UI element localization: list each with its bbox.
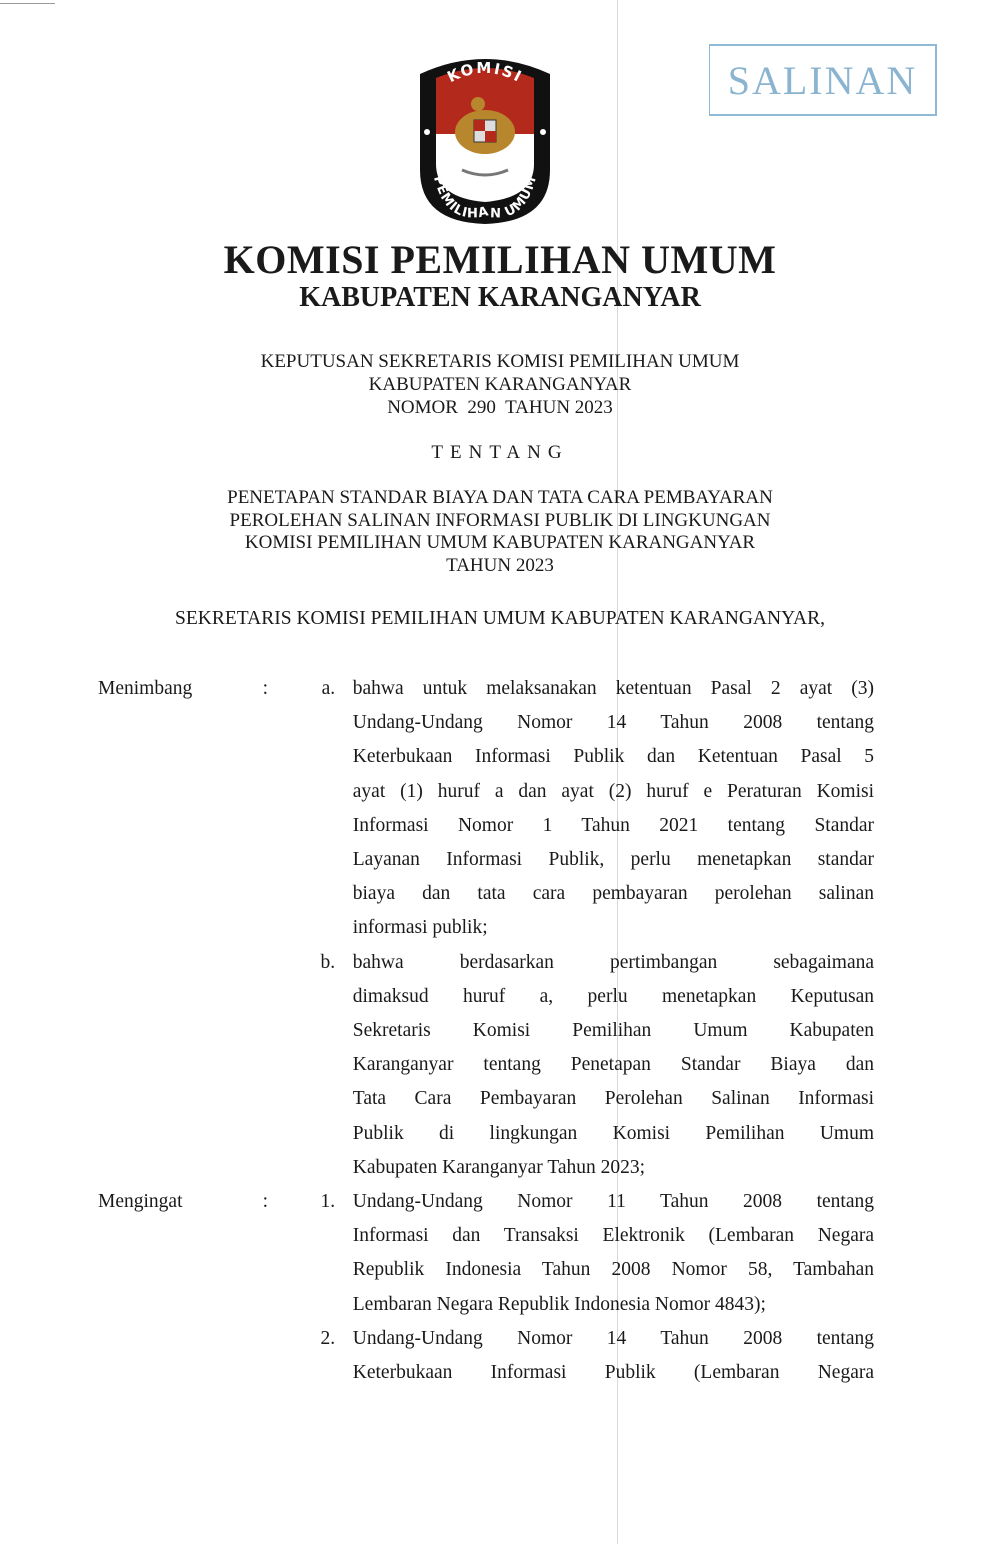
text-line: informasi publik;	[352, 917, 488, 939]
text-line: Undang-Undang Nomor 14 Tahun 2008 tentang	[352, 712, 875, 734]
text-line: Republik Indonesia Tahun 2008 Nomor 58, Tambahan	[352, 1259, 875, 1281]
text-line: Undang-Undang Nomor 14 Tahun 2008 tentang	[352, 1327, 875, 1349]
svg-text:PEMILIHAN UMUM: PEMILIHAN UMUM	[430, 174, 540, 222]
text-line: Layanan Informasi Publik, perlu menetapkan standar	[352, 849, 875, 871]
issuer-line: SEKRETARIS KOMISI PEMILIHAN UMUM KABUPATEN KARANGANYAR,	[175, 608, 825, 629]
scan-artifact-line	[0, 3, 55, 4]
text-line: biaya dan tata cara pembayaran perolehan salinan	[352, 883, 875, 905]
menimbang-section	[98, 672, 874, 1185]
text-line: Tata Cara Pembayaran Perolehan Salinan Informasi	[352, 1088, 875, 1110]
decree-heading	[0, 350, 1000, 419]
decree-heading-line: KEPUTUSAN SEKRETARIS KOMISI PEMILIHAN UMUM	[260, 351, 740, 372]
text-line: dimaksud huruf a, perlu menetapkan Keputusan	[352, 985, 875, 1007]
subject-line: PEROLEHAN SALINAN INFORMASI PUBLIK DI LINGKUNGAN	[229, 509, 771, 531]
text-line: Sekretaris Komisi Pemilihan Umum Kabupaten	[352, 1020, 875, 1042]
menimbang-item-b	[98, 946, 874, 1185]
text-line: bahwa berdasarkan pertimbangan sebagaimana	[352, 951, 875, 973]
item-marker: 2.	[320, 1327, 336, 1349]
mengingat-item-1	[98, 1185, 874, 1322]
mengingat-section	[98, 1185, 874, 1390]
item-marker: 1.	[320, 1191, 336, 1212]
subject-line: TAHUN 2023	[446, 554, 554, 576]
item-text	[353, 1322, 874, 1390]
text-line: Keterbukaan Informasi Publik (Lembaran Negara	[352, 1362, 875, 1384]
item-text	[353, 946, 874, 1185]
text-line: ayat (1) huruf a dan ayat (2) huruf e Peraturan Komisi	[352, 780, 875, 802]
item-marker: a.	[321, 678, 336, 699]
section-colon: :	[262, 678, 269, 699]
decree-heading-line: KABUPATEN KARANGANYAR	[368, 374, 632, 395]
institution-title: KOMISI PEMILIHAN UMUM	[223, 237, 777, 282]
mengingat-item-2	[98, 1322, 874, 1390]
subject-line: KOMISI PEMILIHAN UMUM KABUPATEN KARANGANYAR	[244, 532, 756, 553]
institution-region: KABUPATEN KARANGANYAR	[299, 282, 701, 313]
stamp-label: SALINAN	[727, 57, 918, 103]
text-line: Informasi Nomor 1 Tahun 2021 tentang Standar	[352, 814, 875, 836]
section-label: Mengingat	[98, 1191, 183, 1212]
section-label: Menimbang	[98, 678, 193, 699]
section-colon: :	[262, 1191, 269, 1212]
text-line: Kabupaten Karanganyar Tahun 2023;	[352, 1156, 646, 1178]
text-line: Keterbukaan Informasi Publik dan Ketentuan Pasal 5	[352, 746, 875, 768]
kpu-logo	[410, 52, 560, 224]
decree-number: NOMOR 290 TAHUN 2023	[387, 397, 613, 418]
text-line: Undang-Undang Nomor 11 Tahun 2008 tentang	[352, 1191, 875, 1212]
text-line: Informasi dan Transaksi Elektronik (Lembaran Negara	[352, 1225, 875, 1247]
item-marker: b.	[320, 951, 336, 973]
svg-text:KOMISI: KOMISI	[444, 58, 526, 87]
menimbang-item-a	[98, 672, 874, 946]
text-line: bahwa untuk melaksanakan ketentuan Pasal 2 ayat (3)	[352, 678, 875, 699]
item-text	[353, 1185, 874, 1322]
item-text	[353, 672, 874, 946]
text-line: Publik di lingkungan Komisi Pemilihan Umum	[352, 1122, 875, 1144]
about-label: TENTANG	[431, 442, 569, 463]
salinan-stamp	[709, 44, 937, 116]
text-line: Lembaran Negara Republik Indonesia Nomor 4843);	[352, 1293, 766, 1315]
decree-subject	[0, 487, 1000, 577]
subject-line: PENETAPAN STANDAR BIAYA DAN TATA CARA PEMBAYARAN	[227, 487, 773, 508]
text-line: Karanganyar tentang Penetapan Standar Biaya dan	[352, 1054, 875, 1076]
